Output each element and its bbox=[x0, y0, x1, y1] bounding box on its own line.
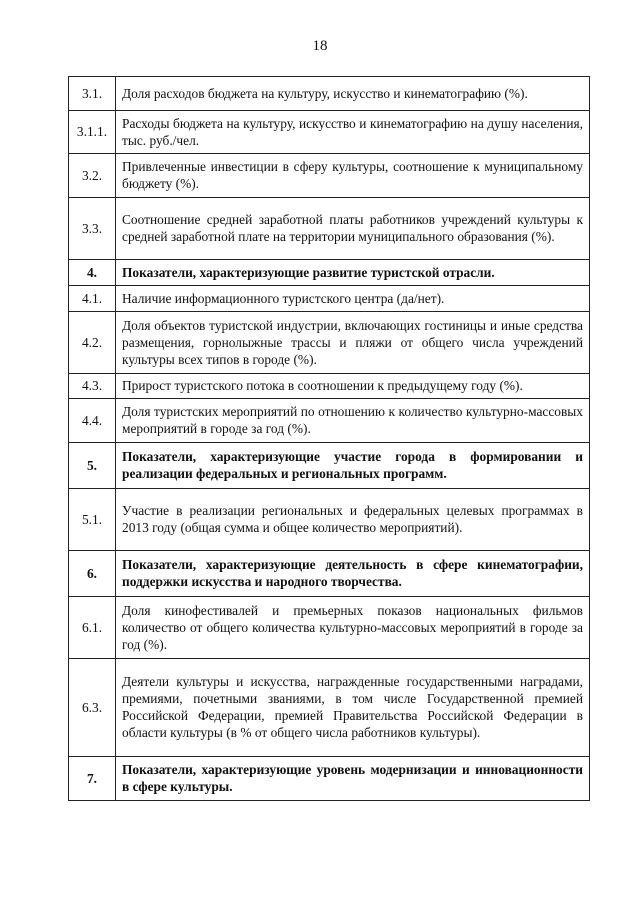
row-description: Деятели культуры и искусства, награжденные государственными наградами, премиями, почетными званиями, в том числе Государственной премией Российской Федерации, премией Правительства Российской Федерации в области культуры (в % от общего числа работников культуры). bbox=[116, 659, 590, 757]
section-header-row bbox=[69, 260, 590, 286]
row-description: Расходы бюджета на культуру, искусство и кинематографию на душу населения, тыс. руб./чел. bbox=[116, 111, 590, 154]
row-description: Доля объектов туристской индустрии, включающих гостиницы и иные средства размещения, горнолыжные трассы и пляжи от общего числа учреждений культуры всех типов в городе (%). bbox=[116, 312, 590, 374]
row-number: 3.2. bbox=[69, 154, 116, 198]
indicator-row bbox=[69, 111, 590, 154]
row-description: Показатели, характеризующие участие города в формировании и реализации федеральных и региональных программ. bbox=[116, 443, 590, 489]
row-number: 4.4. bbox=[69, 399, 116, 443]
indicators-table-body bbox=[69, 77, 590, 801]
indicators-table bbox=[68, 76, 590, 801]
row-number: 6.3. bbox=[69, 659, 116, 757]
indicator-row bbox=[69, 399, 590, 443]
row-description: Показатели, характеризующие уровень модернизации и инновационности в сфере культуры. bbox=[116, 757, 590, 801]
row-number: 3.3. bbox=[69, 198, 116, 260]
row-number: 4.1. bbox=[69, 286, 116, 312]
indicator-row bbox=[69, 198, 590, 260]
row-description: Соотношение средней заработной платы работников учреждений культуры к средней заработной плате на территории муниципального образования (%). bbox=[116, 198, 590, 260]
row-number: 4.3. bbox=[69, 374, 116, 399]
row-description: Наличие информационного туристского центра (да/нет). bbox=[116, 286, 590, 312]
row-description: Показатели, характеризующие развитие туристской отрасли. bbox=[116, 260, 590, 286]
row-description: Доля кинофестивалей и премьерных показов национальных фильмов количество от общего количества культурно-массовых мероприятий в городе за год (%). bbox=[116, 597, 590, 659]
row-number: 6. bbox=[69, 551, 116, 597]
row-description: Привлеченные инвестиции в сферу культуры, соотношение к муниципальному бюджету (%). bbox=[116, 154, 590, 198]
indicator-row bbox=[69, 597, 590, 659]
row-number: 5. bbox=[69, 443, 116, 489]
page-number: 18 bbox=[312, 38, 328, 54]
section-header-row bbox=[69, 757, 590, 801]
row-description: Показатели, характеризующие деятельность в сфере кинематографии, поддержки искусства и народного творчества. bbox=[116, 551, 590, 597]
row-number: 4.2. bbox=[69, 312, 116, 374]
indicator-row bbox=[69, 286, 590, 312]
indicator-row bbox=[69, 659, 590, 757]
indicator-row bbox=[69, 489, 590, 551]
section-header-row bbox=[69, 443, 590, 489]
row-number: 7. bbox=[69, 757, 116, 801]
indicator-row bbox=[69, 374, 590, 399]
row-number: 3.1.1. bbox=[69, 111, 116, 154]
indicator-row bbox=[69, 312, 590, 374]
row-number: 5.1. bbox=[69, 489, 116, 551]
row-number: 6.1. bbox=[69, 597, 116, 659]
indicator-row bbox=[69, 154, 590, 198]
row-description: Прирост туристского потока в соотношении к предыдущему году (%). bbox=[116, 374, 590, 399]
indicator-row bbox=[69, 77, 590, 111]
row-description: Доля расходов бюджета на культуру, искусство и кинематографию (%). bbox=[116, 77, 590, 111]
row-number: 3.1. bbox=[69, 77, 116, 111]
row-description: Доля туристских мероприятий по отношению к количество культурно-массовых мероприятий в городе за год (%). bbox=[116, 399, 590, 443]
row-description: Участие в реализации региональных и федеральных целевых программах в 2013 году (общая сумма и общее количество мероприятий). bbox=[116, 489, 590, 551]
row-number: 4. bbox=[69, 260, 116, 286]
section-header-row bbox=[69, 551, 590, 597]
